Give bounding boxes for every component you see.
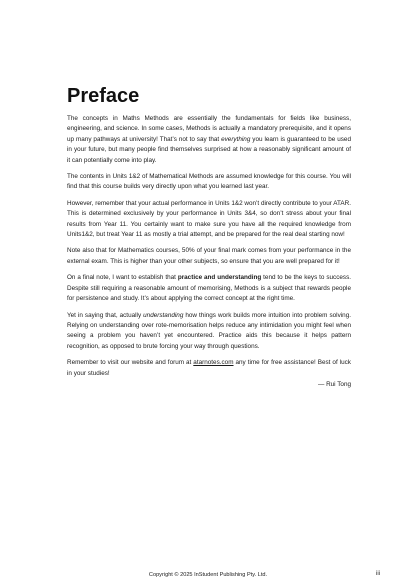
paragraph-1-text-b: you learn is guaranteed to be used in your future, but many people find themselves surprised at how a reasonably significant amount of it can potentially come into play.: [67, 135, 351, 164]
paragraph-2-text: The contents in Units 1&2 of Mathematical Methods are assumed knowledge for this course. You will find that this course builds very directly upon what you learned last year.: [67, 173, 351, 191]
paragraph-7: [67, 358, 351, 379]
paragraph-5-text-a: On a final note, I want to establish that: [67, 274, 178, 282]
paragraph-6-text-a: Yet in saying that, actually: [67, 311, 144, 319]
paragraph-4-text: Note also that for Mathematics courses, 50% of your final mark comes from your performance in the external exam. This is higher than your other subjects, so ensure that you are well prepared for it!: [67, 247, 351, 265]
paragraph-1: [67, 114, 351, 166]
page-title: Preface: [67, 85, 140, 107]
website-link[interactable]: atarnotes.com: [193, 359, 234, 367]
preface-section: [67, 84, 351, 390]
paragraph-3-text: However, remember that your actual performance in Units 1&2 won’t directly contribute to your ATAR. This is determined exclusively by your performance in Units 3&4, so don’t stress about your final results from Year 11. You certainly want to make sure you have all the required knowledge from Units1&2, but treat Year 11 as mostly a trial attempt, and be prepared for the real deal starting now!: [67, 199, 351, 239]
paragraph-1-text-a: The concepts in Maths Methods are essentially the fundamentals for fields like business, engineering, and science. In some cases, Methods is actually a mandatory prerequisite, and it opens up many pathways at university! That’s not to say that: [67, 115, 351, 143]
paragraph-6: [67, 311, 351, 353]
paragraph-5: [67, 273, 351, 304]
paragraph-7-text-a: Remember to visit our website and forum at: [67, 359, 194, 367]
paragraph-6-text-b: how things work builds more intuition into problem solving. Relying on understanding over rote-memorisation helps reduce any intimidation you might feel when seeing a problem you haven’t yet encountered. Practice aids this because it helps pattern recognition, as opposed to brute forcing your way through questions.: [67, 311, 351, 350]
paragraph-3: [67, 199, 351, 241]
emphasis-understanding: understanding: [143, 311, 184, 319]
emphasis-everything: everything: [221, 135, 251, 143]
paragraph-2: [67, 172, 351, 193]
bold-practice-and-understanding: practice and understanding: [177, 274, 262, 282]
author-signature: — Rui Tong: [317, 380, 351, 388]
paragraph-7-text-b: any time for free assistance! Best of luck in your studies!: [67, 359, 351, 377]
paragraph-5-text-b: tend to be the keys to success. Despite still requiring a reasonable amount of memorising, Methods is a subject that rewards people for persistence and study. It’s about applying the correct concept at the right time.: [67, 274, 352, 303]
copyright-footer: Copyright © 2025 InStudent Publishing Pty. Ltd.: [148, 572, 268, 578]
page-number: iii: [376, 571, 380, 577]
paragraph-4: [67, 246, 351, 267]
